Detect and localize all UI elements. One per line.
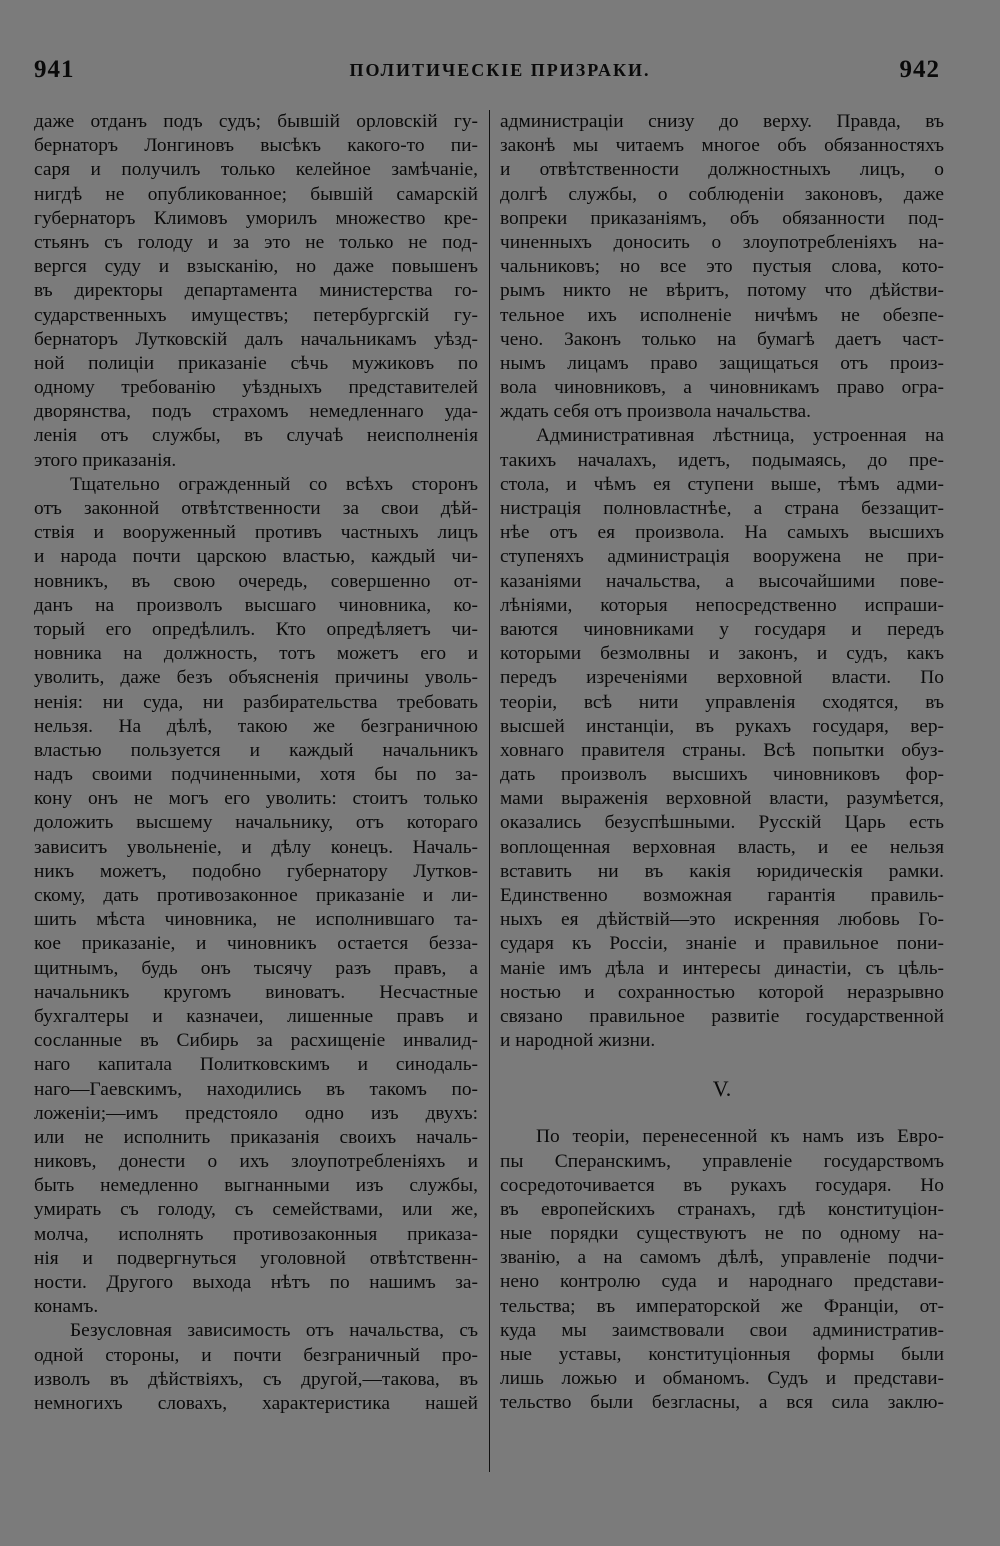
text-line: скому, дать противозаконное приказаніе и ли- [34,885,478,906]
text-line: ные порядки существуютъ не по одному на- [500,1223,944,1245]
text-line: рымъ никто не вѣритъ, потому что дѣйстви- [500,280,944,302]
text-line: нія и подвергнуться уголовной отвѣтственн- [34,1247,478,1269]
text-line: воплощенная верховная власть, и ее нельзя [500,836,944,858]
text-line: Единственно возможная гарантія правиль- [500,885,944,906]
text-line: сосредоточивается въ рукахъ государя. Но [500,1174,944,1196]
text-line: и народа почти царскою властью, каждый чи- [34,546,478,568]
text-line: ступеняхъ администрація вооружена не при- [500,546,944,568]
text-line: или не исполнить приказанія своихъ началь- [34,1126,478,1148]
text-line: законѣ мы читаемъ многое объ обязанностяхъ [500,135,944,157]
page-header [0,56,1000,88]
text-line: вергся суду и взысканію, но даже повышенъ [34,256,478,278]
text-line: ные уставы, конституціонныя формы были [500,1344,944,1365]
left-page-number: 941 [34,56,75,83]
text-line: дать произволъ высшихъ чиновниковъ фор- [500,764,944,786]
text-line: наго капитала Политковскимъ и синодаль- [34,1054,478,1076]
text-line: связано правильное развитіе государственной [500,1005,944,1027]
text-line: сударственныхъ имуществъ; петербургскій гу- [34,304,478,326]
text-line: ложеніи;—имъ предстояло одно изъ двухъ: [34,1102,478,1124]
text-line: ховнаго правителя страны. Всѣ попытки обуз- [500,739,944,761]
text-line: доложить высшему начальнику, отъ котораго [34,812,478,834]
text-line: По теоріи, перенесенной къ намъ изъ Евро- [536,1126,944,1148]
text-line: тельства; въ императорской же Франціи, от- [500,1295,944,1317]
text-line: даже отданъ подъ судъ; бывшій орловскій гу- [34,111,478,132]
text-line: ненія: ни суда, ни разбирательства требовать [34,691,478,713]
column-divider [489,110,490,1472]
text-line: бухгалтеры и казначеи, лишенные правъ и [34,1005,478,1027]
text-line: дворянства, подъ страхомъ немедленнаго уда- [34,401,478,423]
text-line: саря и получилъ только келейное замѣчаніе, [34,159,478,181]
text-line: куда мы заимствовали свои административ- [500,1319,944,1341]
text-line: надъ своими подчиненными, хотя бы по за- [34,764,478,786]
text-line: такихъ началахъ, идетъ, подымаясь, до пре- [500,449,944,471]
text-line: въ директоры департамента министерства го- [34,280,478,302]
text-line: стола, и чѣмъ ея ступени выше, тѣмъ адми- [500,473,944,495]
text-line: отъ законной отвѣтственности за свои дѣй- [34,498,478,519]
text-line: кону онъ не могъ его уволить: стоитъ только [34,788,478,810]
text-line: нигдѣ не опубликованное; бывшій самарскій [34,183,478,205]
text-line: бернаторъ Лонгиновъ высѣкъ какого-то пи- [34,135,478,157]
text-line: высшей инстанціи, въ рукахъ государя, вер- [500,715,944,737]
text-line: губернаторъ Климовъ уморилъ множество кре- [34,207,478,229]
text-line: ждать себя отъ произвола начальства. [500,401,812,423]
text-line: ной полиціи приказаніе сѣчь мужиковъ по [34,352,478,374]
text-line: въ европейскихъ странахъ, гдѣ конституціон- [500,1198,944,1220]
text-line: ныхъ ея дѣйствій—это искренняя любовь Го- [500,909,944,931]
text-line: сударя къ Россіи, знаніе и правильное пони- [500,933,944,955]
text-line: никовъ, донести о ихъ злоупотребленіяхъ и [34,1151,478,1173]
text-line: и народной жизни. [500,1030,656,1052]
running-title: ПОЛИТИЧЕСКІЕ ПРИЗРАКИ. [349,60,651,80]
text-line: шить мѣста чиновника, не исполнившаго та- [34,909,478,931]
text-line: молча, исполнять противозаконныя приказа- [34,1223,478,1245]
text-line: бернаторъ Лутковскій далъ начальникамъ уѣзд- [34,328,478,350]
text-line: Административная лѣстница, устроенная на [536,425,944,447]
text-line: изволъ въ дѣйствіяхъ, съ другой,—такова, въ [34,1368,478,1390]
text-line: теоріи, всѣ нити управленія сходятся, въ [500,691,944,713]
text-line: этого приказанія. [34,449,177,471]
right-column-bottom-text [500,1125,944,1415]
text-line: немногихъ словахъ, характеристика нашей [34,1392,478,1414]
text-line: тельное ихъ исполненіе ничѣмъ не обезпе- [500,304,944,326]
right-page-number: 942 [899,56,940,83]
text-line: вставить ни въ какія юридическія рамки. [500,860,944,882]
text-line: Тщательно огражденный со всѣхъ сторонъ [70,473,478,495]
text-line: и отвѣтственности должностныхъ лицъ, о [500,159,944,181]
right-column [500,110,944,1416]
text-line: чальниковъ; но все это пустыя слова, кото- [500,256,944,278]
text-line: Безусловная зависимость отъ начальства, съ [70,1320,478,1342]
text-line: умирать съ голоду, съ семействами, или же, [34,1199,478,1221]
text-line: чиненныхъ доносить о злоупотребленіяхъ на- [500,231,944,253]
text-line: начальникъ кругомъ виноватъ. Несчастные [34,981,478,1003]
text-line: стьянъ съ голоду и за это не только не под- [34,231,478,253]
text-line: званію, а на самомъ дѣлѣ, управленіе подчи- [500,1247,944,1269]
text-line: нѣе отъ ея произвола. На самыхъ высшихъ [500,522,944,544]
text-line: вола чиновниковъ, а чиновникамъ право огра- [500,377,944,399]
text-line: торый его опредѣлилъ. Кто опредѣляетъ чи- [34,618,478,640]
text-line: сосланные въ Сибирь за расхищеніе инвалид- [34,1030,478,1052]
text-line: пы Сперанскимъ, управленіе государствомъ [500,1150,944,1172]
text-line: конамъ. [34,1296,99,1318]
text-line: маніе имъ дѣла и интересы династіи, съ цѣль- [500,957,944,979]
text-line: чено. Законъ только на бумагѣ даетъ част- [500,328,944,350]
text-line: быть немедленно выгнанными изъ службы, [34,1175,478,1197]
text-line: щитнымъ, будь онъ тысячу разъ правъ, а [34,957,478,979]
text-line: зависитъ увольненіе, и дѣлу конецъ. Началь- [34,836,478,858]
text-line: уволить, даже безъ объясненія причины уволь- [34,667,478,689]
text-line: казаніями начальства, а высочайшими пове- [500,570,944,592]
text-line: нельзя. На дѣлѣ, такою же безграничною [34,715,478,737]
right-column-top-text [500,110,944,1053]
text-line: ностью и сохранностью которой неразрывно [500,981,944,1003]
text-line: новникъ, въ свою очередь, совершенно от- [34,570,478,592]
text-line: вопреки приказаніямъ, объ обязанности под- [500,207,944,229]
text-line: мами выраженія верховной власти, разумѣется, [500,788,944,810]
text-line: которыми безмолвны и законъ, и судъ, какъ [500,643,944,665]
text-line: никъ можетъ, подобно губернатору Лутков- [34,860,478,882]
text-line: ваются чиновниками у государя и передъ [500,618,944,640]
text-line: властью пользуется и каждый начальникъ [34,739,478,761]
text-line: одному требованію уѣздныхъ представителей [34,377,478,399]
text-line: тельство были безгласны, а вся сила заклю- [500,1392,944,1414]
text-line: нистрація полновластнѣе, а страна беззащит- [500,498,944,519]
left-column [34,110,478,1416]
text-line: оказались безуспѣшными. Русскій Царь есть [500,812,944,834]
text-line: лѣніями, которыя непосредственно испраши- [500,594,944,616]
text-line: кое приказаніе, и чиновникъ остается безза- [34,933,478,955]
text-line: администраціи снизу до верху. Правда, въ [500,111,944,132]
text-line: нымъ лицамъ право защищаться отъ произ- [500,352,944,374]
section-heading: V. [712,1076,732,1102]
text-line: новника на должность, тотъ можетъ его и [34,643,478,665]
text-line: ности. Другого выхода нѣтъ по нашимъ за- [34,1272,478,1293]
text-line: наго—Гаевскимъ, находились въ такомъ по- [34,1078,478,1100]
text-line: данъ на произволъ высшаго чиновника, ко- [34,594,478,616]
text-line: ствія и вооруженный противъ частныхъ лицъ [34,522,478,544]
text-line: одной стороны, и почти безграничный про- [34,1344,478,1366]
text-line: передъ изреченіями верховной власти. По [500,667,944,689]
text-line: ленія отъ службы, въ случаѣ неисполненія [34,425,478,447]
text-line: лишь ложью и обманомъ. Судъ и представи- [500,1368,944,1390]
text-line: долгѣ службы, о соблюденіи законовъ, даже [500,183,944,205]
text-line: нено контролю суда и народнаго представи- [500,1271,944,1293]
